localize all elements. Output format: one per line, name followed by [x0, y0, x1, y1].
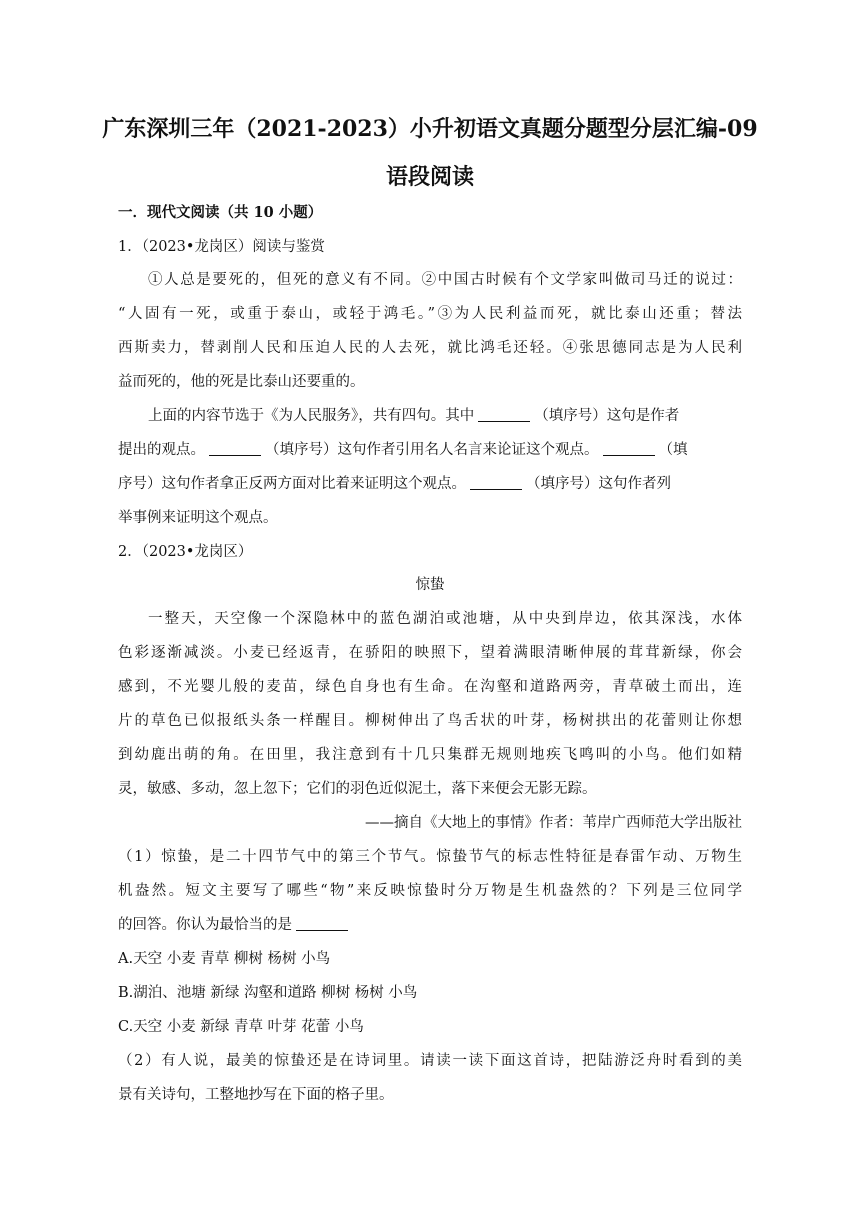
subquestion-1-text: 的回答。你认为最恰当的是	[118, 917, 292, 933]
subquestion-2-line: 景有关诗句，工整地抄写在下面的格子里。	[118, 1087, 394, 1103]
passage-source: ——摘自《大地上的事情》作者：苇岸广西师范大学出版社	[365, 815, 742, 831]
section-heading: 一．现代文阅读（共 10 小题）	[118, 204, 323, 221]
answer-blank[interactable]	[296, 916, 348, 931]
subquestion-1-line: （1）惊蛰，是二十四节气中的第三个节气。惊蛰节气的标志性特征是春雷乍动、万物生	[118, 849, 742, 865]
passage-line: 片的草色已似报纸头条一样醒目。柳树伸出了鸟舌状的叶芽，杨树拱出的花蕾则让你想	[118, 713, 742, 729]
passage-line: 灵，敏感、多动，忽上忽下；它们的羽色近似泥土，落下来便会无影无踪。	[118, 781, 597, 797]
q1-question-line: 举事例来证明这个观点。	[118, 510, 278, 526]
answer-blank[interactable]	[209, 441, 261, 456]
q1-paragraph-line: 益而死的，他的死是比泰山还要重的。	[118, 374, 365, 390]
passage-line: 色彩逐渐减淡。小麦已经返青，在骄阳的映照下，望着满眼清晰伸展的茸茸新绿，你会	[118, 645, 742, 661]
subquestion-1-line	[118, 915, 742, 935]
subquestion-2-line: （2）有人说，最美的惊蛰还是在诗词里。请读一读下面这首诗，把陆游泛舟时看到的美	[118, 1053, 742, 1069]
subquestion-1-line: 机盎然。短文主要写了哪些“物”来反映惊蛰时分万物是生机盎然的？下列是三位同学	[118, 883, 742, 899]
answer-blank[interactable]	[603, 441, 655, 456]
q1-paragraph-line: “人固有一死，或重于泰山，或轻于鸿毛。”③为人民利益而死，就比泰山还重；替法	[118, 306, 742, 322]
answer-blank[interactable]	[478, 407, 530, 422]
option-a[interactable]: A.天空 小麦 青草 柳树 杨树 小鸟	[118, 951, 331, 967]
passage-line: 到幼鹿出萌的角。在田里，我注意到有十几只集群无规则地疾飞鸣叫的小鸟。他们如精	[118, 747, 742, 763]
q1-question-line	[118, 440, 742, 460]
q1-question-text: （填序号）这句作者列	[526, 476, 671, 492]
q1-question-text: （填	[658, 442, 688, 458]
q1-paragraph-line: 西斯卖力，替剥削人民和压迫人民的人去死，就比鸿毛还轻。④张思德同志是为人民利	[118, 340, 742, 356]
option-b[interactable]: B.湖泊、池塘 新绿 沟壑和道路 柳树 杨树 小鸟	[118, 985, 418, 1001]
q1-question-text: 上面的内容节选于《为人民服务》，共有四句。其中	[148, 408, 475, 424]
q1-question-text: 提出的观点。	[118, 442, 205, 458]
document-title-line2: 语段阅读	[385, 164, 474, 190]
q1-question-text: 序号）这句作者拿正反两方面对比着来证明这个观点。	[118, 476, 466, 492]
q1-question-line	[148, 406, 742, 426]
q1-question-text: （填序号）这句是作者	[534, 408, 680, 424]
q1-paragraph-line: ①人总是要死的，但死的意义有不同。②中国古时候有个文学家叫做司马迁的说过：	[148, 272, 742, 288]
question-1-number: 1．（2023•龙岗区）阅读与鉴赏	[118, 239, 325, 255]
passage-line: 感到，不光婴儿般的麦苗，绿色自身也有生命。在沟壑和道路两旁，青草破土而出，连	[118, 679, 742, 695]
option-c[interactable]: C.天空 小麦 新绿 青草 叶芽 花蕾 小鸟	[118, 1019, 364, 1035]
document-title-line1: 广东深圳三年（2021-2023）小升初语文真题分题型分层汇编-09	[102, 116, 758, 142]
q1-question-line	[118, 474, 742, 494]
answer-blank[interactable]	[470, 475, 522, 490]
question-2-number: 2．（2023•龙岗区）	[118, 544, 253, 560]
passage-title: 惊蛰	[415, 577, 445, 593]
q1-question-text: （填序号）这句作者引用名人名言来论证这个观点。	[265, 442, 599, 458]
passage-line: 一整天，天空像一个深隐林中的蓝色湖泊或池塘，从中央到岸边，依其深浅，水体	[148, 611, 742, 627]
